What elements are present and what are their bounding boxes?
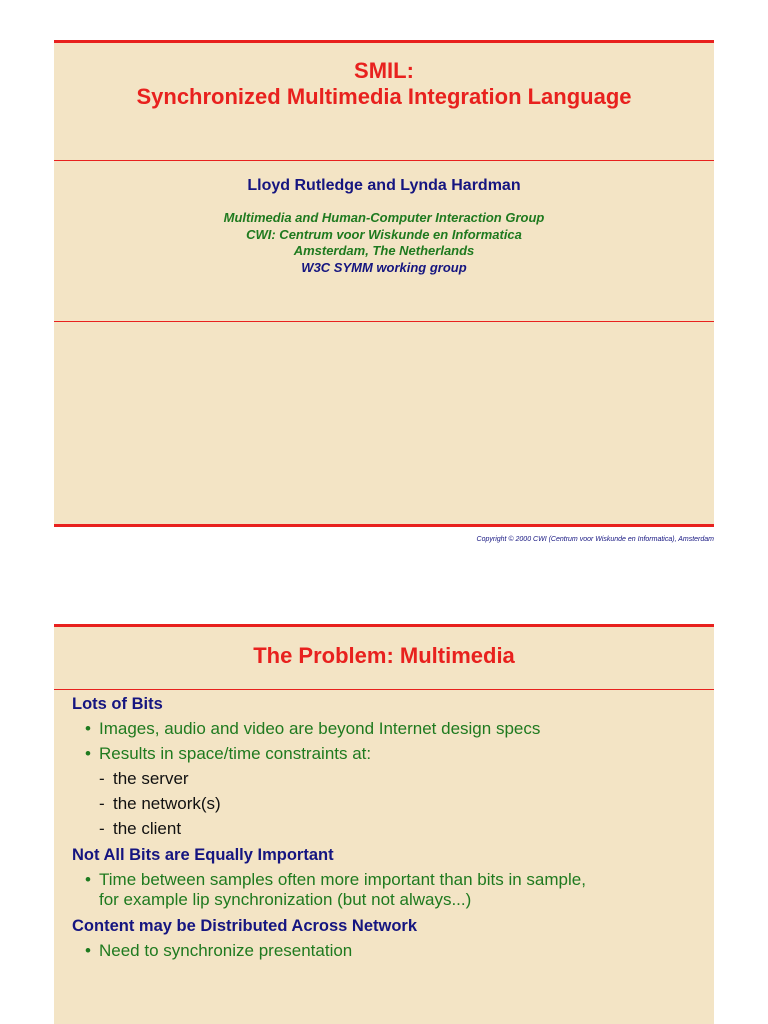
dash-icon: -	[99, 769, 105, 788]
sub-item	[72, 769, 702, 789]
bullet-item	[72, 744, 702, 764]
problem-slide	[54, 624, 714, 1024]
copyright-notice: Copyright © 2000 CWI (Centrum voor Wiskunde en Informatica), Amsterdam	[476, 536, 714, 543]
bullet-icon: •	[85, 719, 91, 738]
title-line-1: SMIL:	[354, 58, 414, 83]
bullet-text: Images, audio and video are beyond Internet design specs	[99, 719, 541, 738]
working-group: W3C SYMM working group	[301, 259, 467, 275]
sub-item-text: the server	[113, 769, 189, 788]
affiliation-line: Multimedia and Human-Computer Interaction Group	[223, 210, 545, 225]
slide-title	[54, 58, 714, 110]
bullet-text: Time between samples often more important than bits in sample,	[99, 870, 586, 889]
affiliation-line: Amsterdam, The Netherlands	[293, 243, 475, 258]
title-line-2: Synchronized Multimedia Integration Language	[136, 84, 632, 109]
authors: Lloyd Rutledge and Lynda Hardman	[247, 177, 521, 194]
sub-item	[72, 819, 702, 839]
section-heading: Not All Bits are Equally Important	[72, 846, 334, 864]
divider	[54, 160, 714, 161]
bullet-item	[72, 719, 702, 739]
sub-item-text: the client	[113, 819, 182, 838]
dash-icon: -	[99, 794, 105, 813]
bullet-icon: •	[85, 941, 91, 960]
sub-item-text: the network(s)	[113, 794, 221, 813]
dash-icon: -	[99, 819, 105, 838]
section-heading: Content may be Distributed Across Network	[72, 917, 418, 935]
slide-title: The Problem: Multimedia	[253, 643, 515, 668]
bullet-item	[72, 941, 702, 961]
slide-content	[72, 694, 702, 961]
divider	[54, 321, 714, 322]
bullet-text-continued: for example lip synchronization (but not always...)	[99, 890, 472, 909]
bullet-item	[72, 870, 702, 910]
section-heading: Lots of Bits	[72, 695, 163, 713]
bullet-icon: •	[85, 744, 91, 763]
title-slide	[54, 40, 714, 527]
bullet-text: Need to synchronize presentation	[99, 941, 353, 960]
affiliation-line: CWI: Centrum voor Wiskunde en Informatica	[246, 226, 522, 242]
bullet-text: Results in space/time constraints at:	[99, 744, 372, 763]
bullet-icon: •	[85, 870, 91, 889]
divider	[54, 689, 714, 690]
sub-item	[72, 794, 702, 814]
affiliation-block	[54, 210, 714, 276]
